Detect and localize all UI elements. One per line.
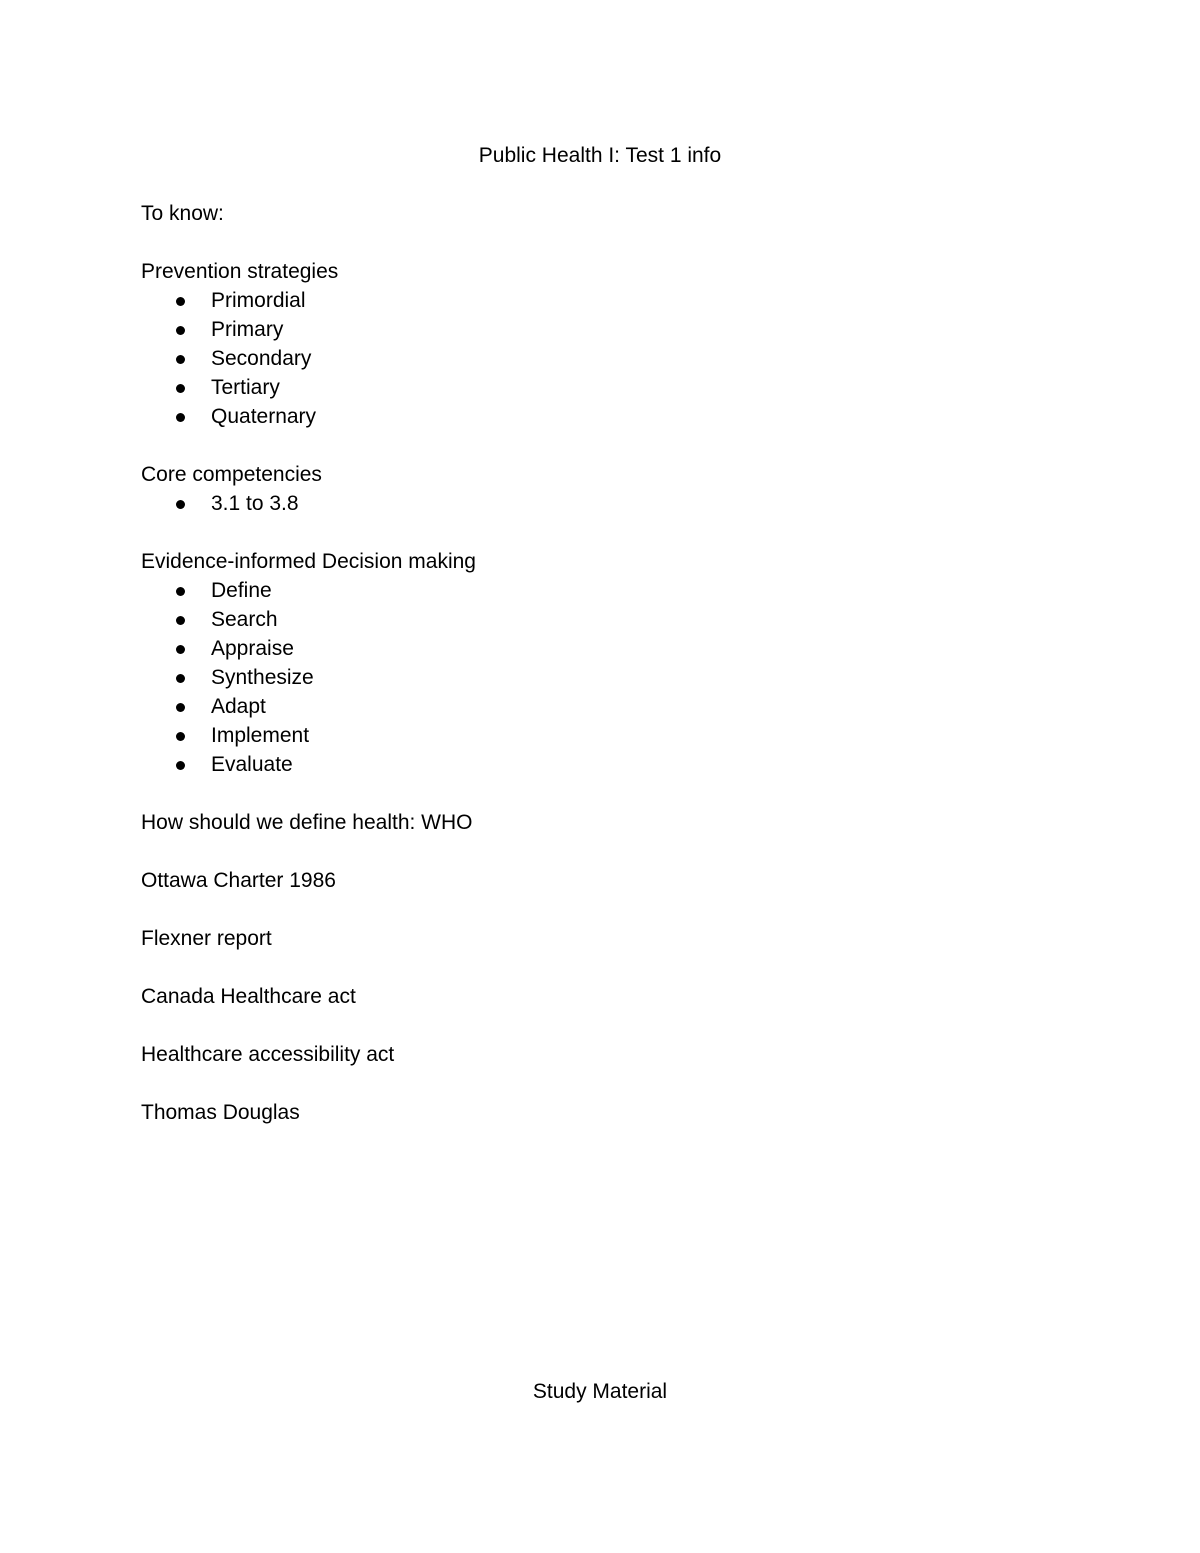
list-item bbox=[141, 373, 1041, 402]
document-title: Public Health I: Test 1 info bbox=[478, 144, 722, 167]
list-item-label: Appraise bbox=[211, 637, 294, 660]
list-item-label: Primary bbox=[211, 318, 284, 341]
list-item-label: Secondary bbox=[211, 347, 312, 370]
list-item bbox=[141, 344, 1041, 373]
bullet-icon bbox=[176, 384, 185, 393]
list-item-label: Tertiary bbox=[211, 376, 280, 399]
list-item-label: Synthesize bbox=[211, 666, 314, 689]
document-body bbox=[141, 199, 1041, 1156]
list-item bbox=[141, 402, 1041, 431]
bullet-list bbox=[141, 489, 1041, 518]
list-item bbox=[141, 489, 1041, 518]
section-core-competencies bbox=[141, 460, 1041, 518]
bullet-icon bbox=[176, 326, 185, 335]
bullet-icon bbox=[176, 732, 185, 741]
section-heading: Prevention strategies bbox=[141, 260, 339, 283]
document-footer: Study Material bbox=[532, 1380, 668, 1403]
bullet-icon bbox=[176, 674, 185, 683]
bullet-list bbox=[141, 576, 1041, 779]
list-item-label: Evaluate bbox=[211, 753, 293, 776]
list-item-label: 3.1 to 3.8 bbox=[211, 492, 299, 515]
section-heading: Core competencies bbox=[141, 463, 322, 486]
list-item bbox=[141, 634, 1041, 663]
list-item-label: Search bbox=[211, 608, 278, 631]
list-item bbox=[141, 605, 1041, 634]
bullet-icon bbox=[176, 413, 185, 422]
section-heading: Evidence-informed Decision making bbox=[141, 550, 476, 573]
list-item bbox=[141, 286, 1041, 315]
bullet-icon bbox=[176, 500, 185, 509]
topic-healthcare-accessibility-act: Healthcare accessibility act bbox=[141, 1043, 395, 1066]
section-evidence-informed-decision-making bbox=[141, 547, 1041, 779]
list-item bbox=[141, 721, 1041, 750]
list-item bbox=[141, 315, 1041, 344]
list-item bbox=[141, 663, 1041, 692]
topic-canada-healthcare-act: Canada Healthcare act bbox=[141, 985, 356, 1008]
bullet-list bbox=[141, 286, 1041, 431]
intro-text: To know: bbox=[141, 202, 224, 225]
list-item-label: Adapt bbox=[211, 695, 266, 718]
list-item bbox=[141, 750, 1041, 779]
topic-flexner-report: Flexner report bbox=[141, 927, 272, 950]
bullet-icon bbox=[176, 761, 185, 770]
list-item-label: Implement bbox=[211, 724, 310, 747]
list-item-label: Quaternary bbox=[211, 405, 317, 428]
topic-who-definition: How should we define health: WHO bbox=[141, 811, 473, 834]
topic-thomas-douglas: Thomas Douglas bbox=[141, 1101, 300, 1124]
bullet-icon bbox=[176, 645, 185, 654]
topic-ottawa-charter: Ottawa Charter 1986 bbox=[141, 869, 336, 892]
bullet-icon bbox=[176, 703, 185, 712]
bullet-icon bbox=[176, 616, 185, 625]
bullet-icon bbox=[176, 355, 185, 364]
list-item-label: Primordial bbox=[211, 289, 306, 312]
section-prevention-strategies bbox=[141, 257, 1041, 431]
list-item-label: Define bbox=[211, 579, 272, 602]
list-item bbox=[141, 692, 1041, 721]
list-item bbox=[141, 576, 1041, 605]
bullet-icon bbox=[176, 297, 185, 306]
bullet-icon bbox=[176, 587, 185, 596]
